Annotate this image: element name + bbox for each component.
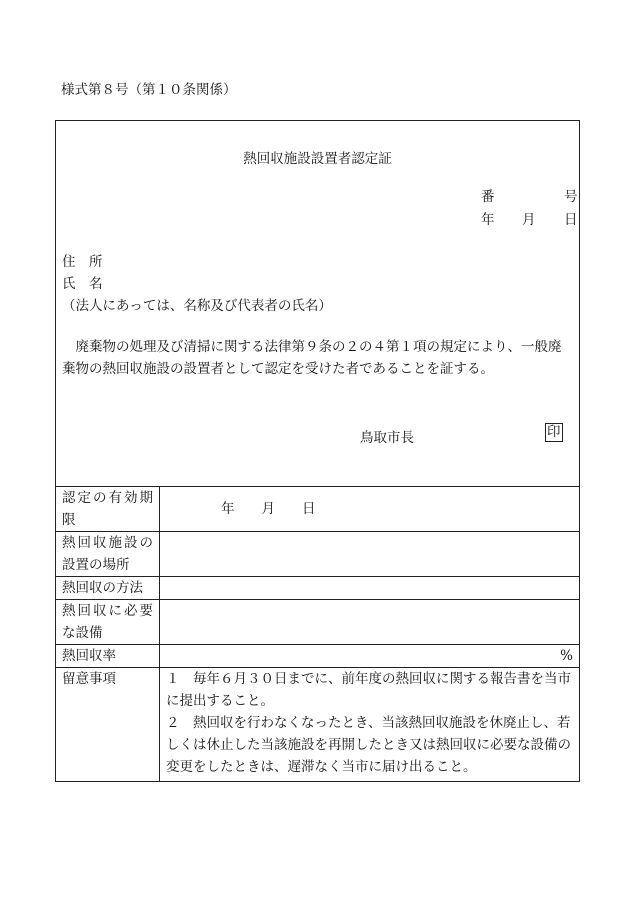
equipment-label-line1: 熱回収に必要: [62, 603, 153, 619]
method-label-cell: [56, 577, 160, 600]
notes-label-cell: [56, 668, 160, 782]
certificate-box: [55, 120, 580, 487]
location-label-line2: 設置の場所: [62, 557, 130, 573]
issuer-name: 鳥取市長: [360, 430, 414, 446]
rate-unit: %: [560, 648, 573, 664]
document-title: 熱回収施設設置者認定証: [243, 151, 392, 167]
number-go-label: 号: [564, 189, 578, 205]
validity-year: 年: [221, 501, 235, 517]
location-value-cell: [160, 532, 580, 577]
method-value-cell: [160, 577, 580, 600]
validity-value-cell: [160, 487, 580, 532]
issue-date-month: 月: [522, 212, 536, 228]
equipment-label-line2: な設備: [62, 625, 103, 641]
certificate-details-table: [55, 486, 580, 782]
note-item-2: ２ 熱回収を行わなくなったとき、当該熱回収施設を休廃止し、若しくは休止した当該施設を再開したとき又は熱回収に必要な設備の変更をしたときは、遅滞なく当市に届け出ること。: [166, 715, 571, 775]
address-label: 住 所: [62, 254, 103, 270]
table-row: [56, 600, 580, 645]
corporation-note: （法人にあっては、名称及び代表者の氏名）: [62, 298, 332, 314]
certification-text: [62, 336, 574, 380]
notes-value-cell: [160, 668, 580, 782]
name-label: 氏 名: [62, 276, 103, 292]
location-label-line1: 熱回収施設の: [62, 535, 153, 551]
table-row: [56, 532, 580, 577]
rate-value-cell: [160, 645, 580, 668]
equipment-value-cell: [160, 600, 580, 645]
rate-label-cell: [56, 645, 160, 668]
note-item-1: １ 毎年６月３０日までに、前年度の熱回収に関する報告書を当市に提出すること。: [166, 671, 571, 709]
number-ban-label: 番: [481, 189, 495, 205]
validity-label-line1: 認定の有効期: [62, 490, 153, 506]
issue-date-day: 日: [564, 212, 578, 228]
form-number-label: 様式第８号（第１０条関係）: [61, 82, 237, 98]
validity-month: 月: [261, 501, 275, 517]
issue-date-year: 年: [481, 212, 495, 228]
seal-stamp: 印: [547, 424, 561, 440]
table-row: [56, 577, 580, 600]
location-label-cell: [56, 532, 160, 577]
certification-paragraph: 廃棄物の処理及び清掃に関する法律第９条の２の４第１項の規定により、一般廃棄物の熱回収施設の設置者として認定を受けた者であることを証する。: [62, 339, 562, 377]
equipment-label-cell: [56, 600, 160, 645]
validity-day: 日: [302, 501, 316, 517]
notes-label: 留意事項: [62, 671, 116, 687]
validity-label-cell: [56, 487, 160, 532]
validity-label-line2: 限: [62, 512, 76, 528]
table-row: [56, 668, 580, 782]
method-label: 熱回収の方法: [62, 580, 143, 596]
table-row: [56, 487, 580, 532]
rate-label: 熱回収率: [62, 648, 116, 664]
table-row: [56, 645, 580, 668]
